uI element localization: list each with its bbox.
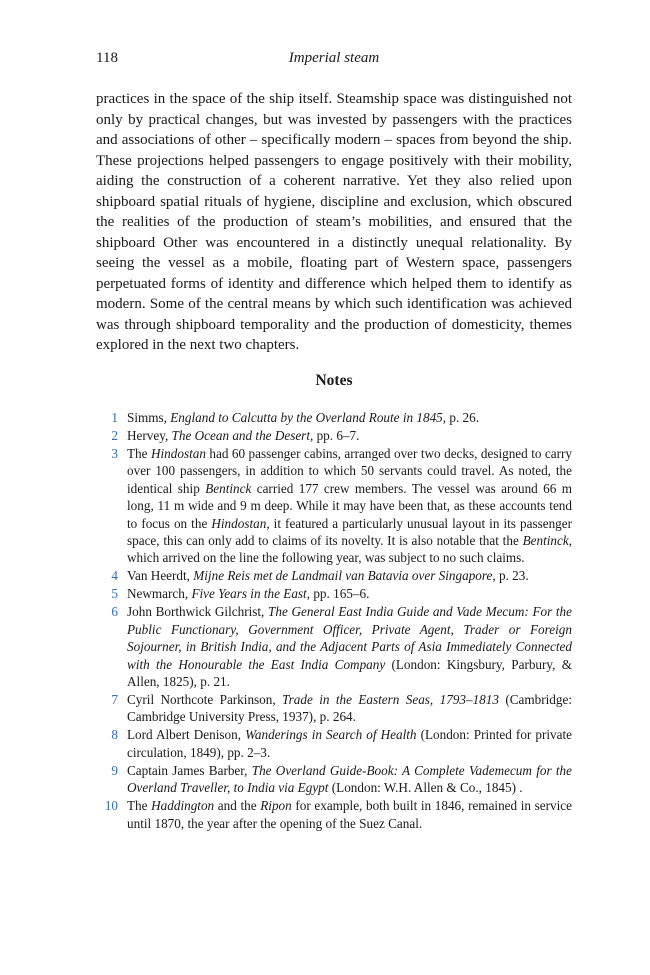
page-number: 118 — [96, 50, 118, 66]
note-title-italic: The General East India Guide and Vade Mecum: For the Public Functionary, Government Officer, Private Agent, Trader or Foreign Sojourner, in British India, and the Adjacent Parts of Asia Immediately Connected with the Honourable the East India Company — [127, 604, 572, 672]
note-number[interactable]: 2 — [111, 428, 118, 443]
note-text — [127, 692, 572, 724]
note-title-italic: Ripon — [260, 798, 292, 814]
note-title-italic: Five Years in the East — [191, 586, 307, 602]
note-text-segment: Simms, — [127, 410, 171, 425]
note-title-italic: Wanderings in Search of Health — [245, 727, 417, 743]
note-number[interactable]: 10 — [104, 798, 118, 814]
note-item — [96, 603, 572, 690]
note-title-italic: Hindostan — [211, 515, 267, 531]
note-text-segment: Hervey, — [127, 428, 172, 443]
note-number[interactable]: 9 — [111, 762, 118, 778]
note-text — [127, 428, 359, 443]
note-number[interactable]: 7 — [111, 692, 118, 708]
note-number[interactable]: 6 — [111, 604, 118, 620]
note-title-italic: Trade in the Eastern Seas, 1793–1813 — [282, 692, 499, 708]
note-item — [96, 567, 572, 584]
note-item — [96, 691, 572, 726]
note-item — [96, 445, 572, 567]
notes-list — [96, 409, 572, 833]
note-title-italic: Haddington — [151, 798, 215, 814]
note-text-segment: , pp. 6–7. — [309, 428, 360, 443]
note-text-segment: John Borthwick Gilchrist, — [127, 604, 269, 620]
note-text — [127, 604, 572, 689]
page-header — [96, 50, 572, 70]
note-title-italic: Mijne Reis met de Landmail van Batavia over Singapore — [193, 568, 493, 584]
note-text-segment: (London: Kingsbury, Parbury, & Allen, 1825), p. 21. — [127, 656, 572, 690]
note-text-segment: for example, both built in 1846, remained in service until 1870, the year after the opening of the Suez Canal. — [127, 798, 572, 831]
note-number[interactable]: 4 — [111, 568, 118, 584]
note-text-segment: , pp. 165–6. — [306, 586, 370, 602]
note-text-segment: , it featured a particularly unusual layout in its passenger space, this can only add to claims of its novelty. It is also notable that the — [127, 515, 572, 549]
note-text — [127, 568, 529, 583]
note-text-segment: , p. 23. — [492, 568, 529, 584]
note-text — [127, 446, 572, 565]
note-text-segment: and the — [214, 798, 261, 814]
note-title-italic: The Ocean and the Desert — [171, 428, 310, 443]
notes-heading: Notes — [315, 372, 353, 389]
note-text-segment: (London: Printed for private circulation, 1849), pp. 2–3. — [127, 727, 572, 760]
note-number[interactable]: 3 — [111, 446, 118, 461]
note-text — [127, 798, 572, 830]
note-item — [96, 427, 572, 444]
note-number[interactable]: 5 — [111, 586, 118, 602]
note-title-italic: Bentinck — [522, 533, 569, 549]
note-item — [96, 762, 572, 797]
note-text-segment: Van Heerdt, — [127, 568, 194, 584]
note-number[interactable]: 8 — [111, 727, 118, 743]
note-title-italic: Hindostan — [150, 446, 206, 461]
running-title: Imperial steam — [288, 50, 380, 66]
note-item — [96, 585, 572, 602]
note-text — [127, 727, 572, 759]
note-text — [127, 763, 572, 795]
note-text-segment: (Cambridge: Cambridge University Press, 1937), p. 264. — [127, 692, 572, 725]
note-text-segment: Cyril Northcote Parkinson, — [127, 692, 283, 708]
note-text-segment: had 60 passenger cabins, arranged over two decks, designed to carry over 100 passengers, in addition to which 50 servants could travel. As noted, the identical ship — [127, 446, 572, 496]
note-text-segment: Newmarch, — [127, 586, 192, 602]
note-title-italic: Bentinck — [205, 480, 252, 496]
note-text-segment: Lord Albert Denison, — [127, 727, 246, 743]
body-paragraph: practices in the space of the ship itself. Steamship space was distinguished not only by practical changes, but was invested by passengers with the practices and associations of other – specifically modern – spaces from beyond the ship. These projections helped passengers to engage positively with their mobility, aiding the construction of a coherent narrative. Yet they also relied upon shipboard spatial rituals of hygiene, discipline and exclusion, which obscured the realities of the production of steam’s mobilities, and ensured that the shipboard Other was encountered in a distinctly unequal relationality. By seeing the vessel as a mobile, floating part of Western space, passengers perpetuated forms of identity and difference which helped them to identify as modern. Some of the central means by which such identification was achieved was through shipboard temporality and the production of domesticity, themes explored in the next two chapters. — [96, 91, 572, 353]
note-item — [96, 726, 572, 761]
note-text-segment: , p. 26. — [442, 410, 480, 425]
note-text-segment: (London: W.H. Allen & Co., 1845) . — [328, 780, 523, 796]
note-item — [96, 797, 572, 832]
note-number[interactable]: 1 — [111, 410, 118, 425]
note-text-segment: , which arrived on the line the following year, was subject to no such claims. — [127, 533, 572, 566]
note-text — [127, 410, 479, 425]
note-text — [127, 586, 369, 601]
note-item — [96, 409, 572, 426]
note-title-italic: England to Calcutta by the Overland Route in 1845 — [170, 410, 443, 425]
note-title-italic: The Overland Guide-Book: A Complete Vademecum for the Overland Traveller, to India via Egypt — [127, 762, 572, 796]
note-text-segment: Captain James Barber, — [127, 762, 252, 778]
note-text-segment: The — [127, 446, 151, 461]
note-text-segment: The — [127, 798, 152, 814]
note-text-segment: carried 177 crew members. The vessel was around 66 m long, 11 m wide and 9 m deep. While it may have been that, as these accounts tend to focus on the — [127, 480, 572, 531]
